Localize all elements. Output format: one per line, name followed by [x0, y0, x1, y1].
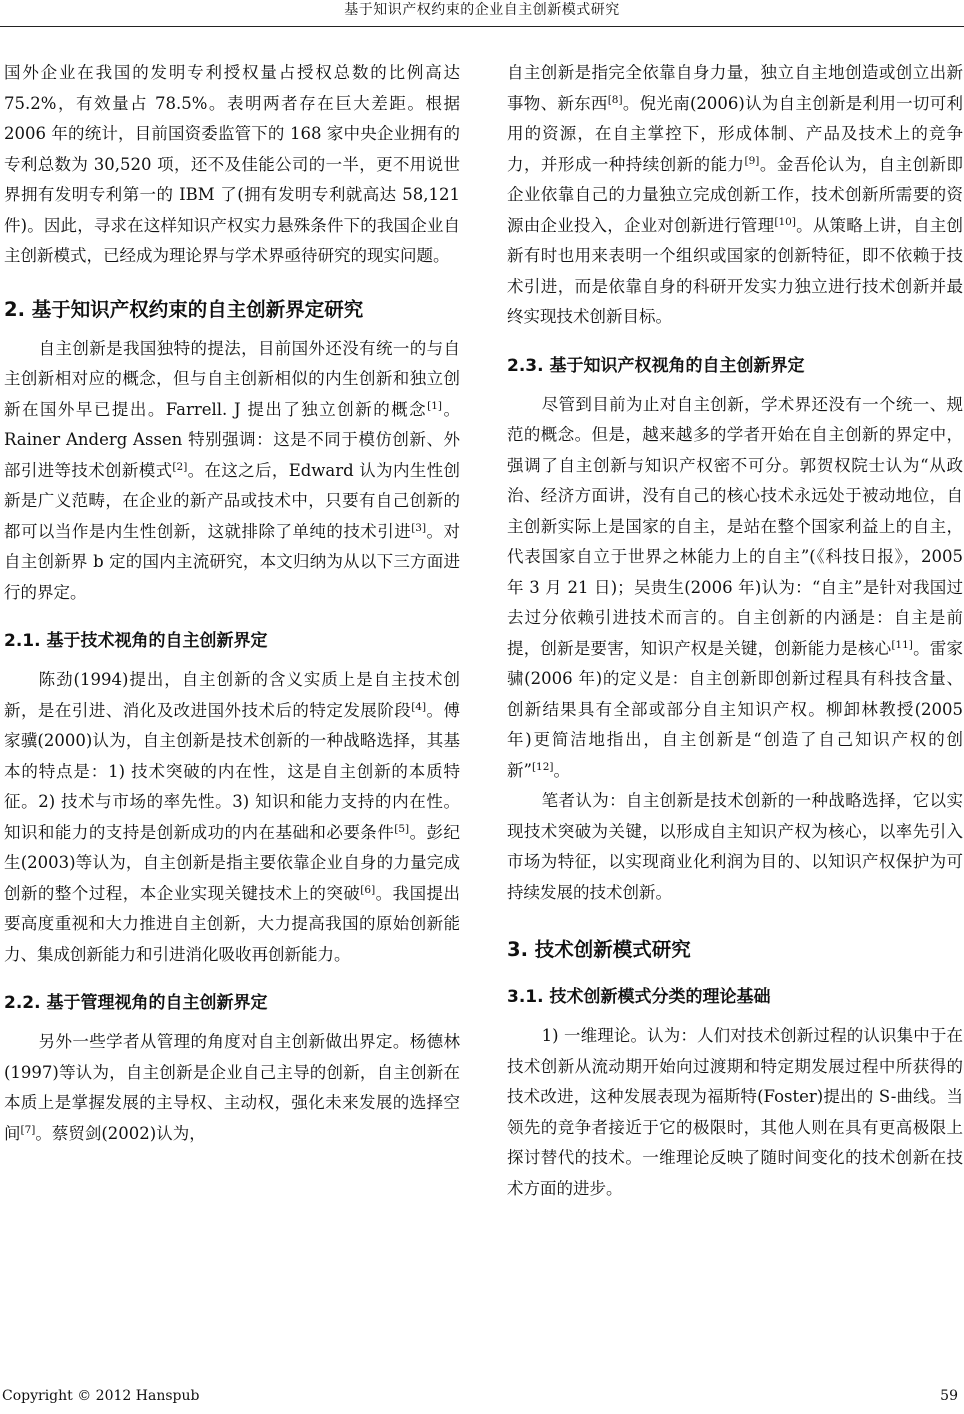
text-run: 。彭纪生(2003)等认为，自主创新是指主要依靠企业自身的力量完成创新的整个过程，本企业实现关键技术上的突破	[4, 822, 461, 903]
text-run: 。	[553, 760, 570, 780]
running-header	[0, 0, 964, 27]
paragraph-section-2-3	[507, 390, 963, 787]
paragraph-author-definition: 笔者认为：自主创新是技术创新的一种战略选择，它以实现技术突破为关键，以形成自主知识产权为核心，以率先引入市场为特征，以实现商业化利润为目的、以知识产权保护为可持续发展的技术创新。	[507, 791, 963, 902]
text-run: 。在这之后，Edward 认为内生性创新是广义范畴，在企业的新产品或技术中，只要有自己创新的都可以当作是内生性创新，这就排除了单纯的技术引进	[4, 460, 461, 541]
copyright-notice: Copyright © 2012 Hanspub	[2, 1388, 200, 1404]
text-run: 尽管到目前为止对自主创新，学术界还没有一个统一、规范的概念。但是，越来越多的学者开始在自主创新的界定中，强调了自主创新与知识产权密不可分。郭贺权院士认为“从政治、经济方面讲，没有自己的核心技术永远处于被动地位，自主创新实际上是国家的自主，是站在整个国家利益上的自主，代表国家自立于世界之林能力上的自主”(《科技日报》，2005 年 3 月 21 日)；吴贵生(2006 年)认为：“自主”是针对我国过去过分依赖引进技术而言的。自主创新的内涵是：自主是前提，创新是要害，知识产权是关键，创新能力是核心	[507, 394, 963, 658]
section-heading-3: 3. 技术创新模式研究	[507, 938, 691, 961]
text-run: 陈劲(1994)提出，自主创新的含义实质上是自主技术创新，是在引进、消化及改进国外技术后的特定发展阶段	[4, 670, 460, 720]
journal-title: 基于知识产权约束的企业自主创新模式研究	[344, 2, 620, 18]
citation-ref-8[interactable]: [8]	[607, 93, 623, 106]
citation-ref-7[interactable]: [7]	[20, 1123, 36, 1136]
left-column	[4, 58, 460, 1149]
section-heading-2-2: 2.2. 基于管理视角的自主创新界定	[4, 993, 268, 1013]
text-run: 。蔡贸剑(2002)认为，	[35, 1123, 206, 1143]
text-run: 。金吾伦认为，自主创新即企业依靠自己的力量独立完成创新工作，技术创新所需要的资源由企业投入，企业对创新进行管理	[507, 154, 964, 235]
text-run: 自主创新是我国独特的提法，目前国外还没有统一的与自主创新相对应的概念，但与自主创新相似的内生创新和独立创新在国外早已提出。Farrell. J 提出了独立创新的概念	[4, 338, 460, 419]
paragraph-section-2-2	[4, 1027, 460, 1149]
citation-ref-2[interactable]: [2]	[172, 460, 188, 473]
section-heading-2-3: 2.3. 基于知识产权视角的自主创新界定	[507, 355, 805, 376]
citation-ref-5[interactable]: [5]	[394, 822, 410, 835]
citation-ref-6[interactable]: [6]	[360, 883, 376, 896]
section-heading-2-1: 2.1. 基于技术视角的自主创新界定	[4, 631, 268, 651]
section-heading-2: 2. 基于知识产权约束的自主创新界定研究	[4, 297, 364, 321]
text-run: 另外一些学者从管理的角度对自主创新做出界定。杨德林(1997)等认为，自主创新是企业自己主导的创新，自主创新在本质上是掌握发展的主导权、主动权，强化未来发展的选择空间	[4, 1032, 460, 1143]
citation-ref-1[interactable]: [1]	[427, 399, 443, 412]
page-number: 59	[940, 1388, 958, 1404]
section-heading-3-1: 3.1. 技术创新模式分类的理论基础	[507, 987, 771, 1007]
text-run: 。雷家骕(2006 年)的定义是：自主创新即创新过程具有科技含量、创新结果具有全部或部分自主知识产权。柳卸林教授(2005 年)更简洁地指出，自主创新是“创造了自己知识产权的创新”	[507, 638, 964, 780]
right-column	[507, 58, 963, 1204]
paragraph-intro-continued: 国外企业在我国的发明专利授权量占授权总数的比例高达 75.2%，有效量占 78.5%。表明两者存在巨大差距。根据 2006 年的统计，目前国资委监管下的 168 家中央企业拥有的专利总数为 30,520 项，还不及佳能公司的一半，更不用说世界拥有发明专利第一的 IBM 了(拥有发明专利就高达 58,121 件)。因此，寻求在这样知识产权实力悬殊条件下的我国企业自主创新模式，已经成为理论界与学术界亟待研究的现实问题。	[4, 63, 460, 265]
citation-ref-3[interactable]: [3]	[411, 521, 427, 534]
citation-ref-9[interactable]: [9]	[744, 154, 760, 167]
text-run: 。Rainer Anderg Assen 特别强调：这是不同于模仿创新、外部引进等技术创新模式	[4, 399, 461, 480]
citation-ref-11[interactable]: [11]	[891, 638, 913, 651]
text-run: 。我国提出要高度重视和大力推进自主创新，大力提高我国的原始创新能力、集成创新能力和引进消化吸收再创新能力。	[4, 883, 461, 964]
text-run: 自主创新是指完全依靠自身力量，独立自主地创造或创立出新事物、新东西	[507, 63, 963, 113]
paragraph-section-2-2-continued	[507, 58, 963, 333]
citation-ref-10[interactable]: [10]	[774, 215, 796, 228]
text-run: 。从策略上讲，自主创新有时也用来表明一个组织或国家的创新特征，即不依赖于技术引进，而是依靠自身的科研开发实力独立进行技术创新并最终实现技术创新目标。	[507, 215, 964, 326]
citation-ref-12[interactable]: [12]	[531, 760, 554, 773]
paragraph-section-2	[4, 334, 460, 609]
paragraph-section-2-1	[4, 665, 460, 970]
page-footer	[0, 1388, 964, 1408]
text-run: 。傅家骥(2000)认为，自主创新是技术创新的一种战略选择，其基本的特点是：1) 技术突破的内在性，这是自主创新的本质特征。2) 技术与市场的率先性。3) 知识和能力支持的内在性。知识和能力的支持是创新成功的内在基础和必要条件	[4, 700, 461, 842]
text-run: 。对自主创新界 b 定的国内主流研究，本文归纳为从以下三方面进行的界定。	[4, 521, 461, 602]
paragraph-section-3-1: 1) 一维理论。认为：人们对技术创新过程的认识集中于在技术创新从流动期开始向过渡期和特定期发展过程中所获得的技术改进，这种发展表现为福斯特(Foster)提出的 S-曲线。当领先的竞争者接近于它的极限时，其他人则在具有更高极限上探讨替代的技术。一维理论反映了随时间变化的技术创新在技术方面的进步。	[507, 1026, 963, 1198]
citation-ref-4[interactable]: [4]	[411, 700, 427, 713]
text-run: 。倪光南(2006)认为自主创新是利用一切可利用的资源，在自主掌控下，形成体制、产品及技术上的竞争力，并形成一种持续创新的能力	[507, 93, 963, 174]
